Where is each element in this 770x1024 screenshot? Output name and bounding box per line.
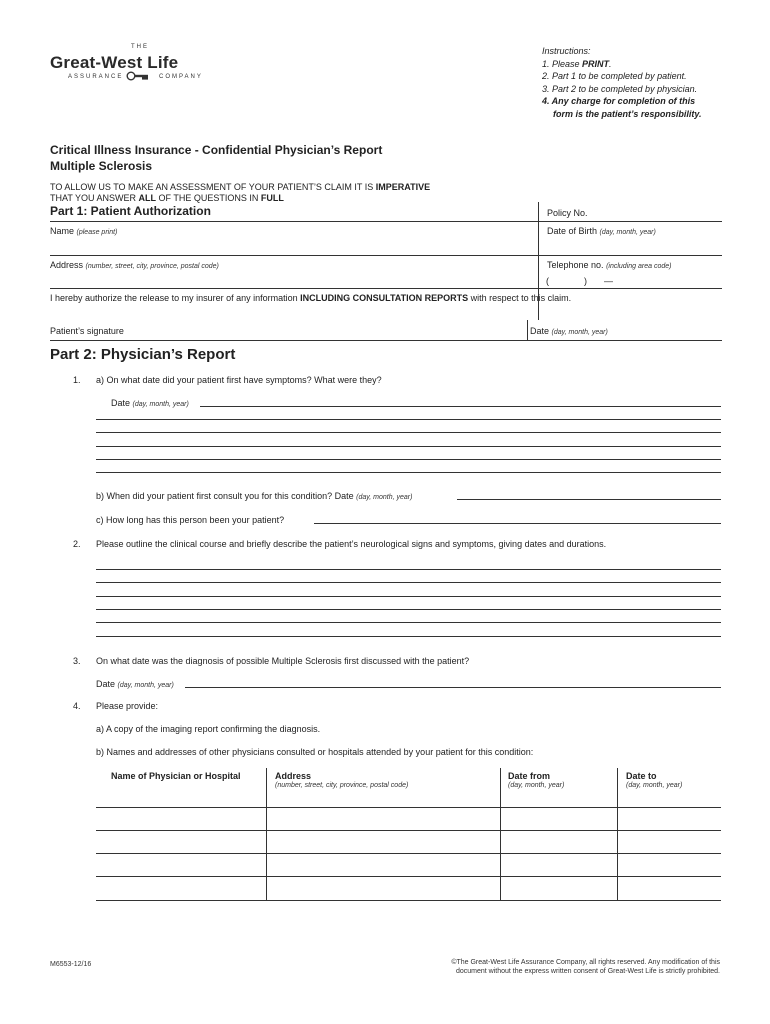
- policy-no-field[interactable]: [544, 204, 720, 220]
- part1-heading: Part 1: Patient Authorization: [50, 204, 211, 218]
- authorization-text: I hereby authorize the release to my insurer of any information INCLUDING CONSULTATION REPORTS with respect to this claim.: [50, 293, 572, 303]
- instruction-4: 4. Any charge for completion of this: [542, 96, 696, 106]
- question-2-answer-line[interactable]: [96, 636, 721, 637]
- signature-date-label: Date (day, month, year): [530, 326, 608, 336]
- name-label: Name (please print): [50, 226, 118, 236]
- table-row[interactable]: [96, 830, 721, 831]
- question-3-date-label: Date (day, month, year): [96, 679, 174, 689]
- rule: [50, 340, 722, 341]
- imperative-notice: TO ALLOW US TO MAKE AN ASSESSMENT OF YOUR PATIENT’S CLAIM IT IS IMPERATIVE THAT YOU ANSWER ALL OF THE QUESTIONS IN FULL: [50, 182, 431, 203]
- question-2-answer-line[interactable]: [96, 569, 721, 570]
- instruction-2: 2. Part 1 to be completed by patient.: [542, 71, 687, 81]
- question-1-number: 1.: [73, 375, 81, 385]
- address-label: Address (number, street, city, province, postal code): [50, 260, 219, 270]
- dob-label: Date of Birth (day, month, year): [547, 226, 656, 236]
- table-col-divider: [617, 768, 618, 900]
- logo-the: THE: [131, 44, 149, 50]
- part2-heading: Part 2: Physician’s Report: [50, 346, 236, 363]
- key-icon: [126, 71, 152, 83]
- address-field[interactable]: [50, 256, 536, 288]
- rule: [50, 288, 722, 289]
- table-header-address-hint: (number, street, city, province, postal code): [275, 782, 409, 789]
- instruction-4-cont: form is the patient’s responsibility.: [553, 108, 702, 119]
- table-row[interactable]: [96, 876, 721, 877]
- question-1a-date-label: Date (day, month, year): [111, 398, 189, 408]
- question-2: Please outline the clinical course and briefly describe the patient’s neurological signs and symptoms, giving dates and durations.: [96, 539, 607, 549]
- question-2-answer-line[interactable]: [96, 596, 721, 597]
- question-1c-answer-field[interactable]: [314, 523, 721, 524]
- table-header-address: Address: [275, 771, 312, 781]
- question-1a-answer-line[interactable]: [96, 472, 721, 473]
- table-row[interactable]: [96, 900, 721, 901]
- question-1a: a) On what date did your patient first have symptoms? What were they?: [96, 375, 382, 385]
- question-2-answer-line[interactable]: [96, 582, 721, 583]
- question-1a-answer-line[interactable]: [96, 432, 721, 433]
- instruction-3: 3. Part 2 to be completed by physician.: [542, 83, 698, 94]
- question-1a-answer-line[interactable]: [96, 459, 721, 460]
- phone-dash: —: [604, 276, 613, 286]
- phone-area-close: ): [584, 276, 587, 286]
- phone-field[interactable]: [544, 272, 720, 288]
- instructions-heading: Instructions:: [542, 46, 591, 56]
- question-1c: c) How long has this person been your patient?: [96, 515, 285, 525]
- question-3: On what date was the diagnosis of possible Multiple Sclerosis first discussed with the patient?: [96, 656, 470, 666]
- logo-name: Great-West Life: [50, 53, 179, 72]
- question-1a-date-field[interactable]: [200, 406, 721, 407]
- question-4b: b) Names and addresses of other physicians consulted or hospitals attended by your patient for this condition:: [96, 747, 534, 757]
- table-row[interactable]: [96, 807, 721, 808]
- table-header-date-from-hint: (day, month, year): [508, 782, 565, 789]
- question-1b-date-field[interactable]: [457, 499, 721, 500]
- instructions: [542, 45, 752, 120]
- phone-label: Telephone no. (including area code): [547, 260, 672, 270]
- name-field[interactable]: [50, 222, 536, 254]
- table-header-date-to: Date to: [626, 771, 657, 781]
- question-3-date-field[interactable]: [185, 687, 721, 688]
- form-title: [50, 143, 382, 174]
- question-1a-answer-line[interactable]: [96, 446, 721, 447]
- question-1b: b) When did your patient first consult you for this condition? Date (day, month, year): [96, 491, 413, 501]
- table-header-date-from: Date from: [508, 771, 551, 781]
- question-2-answer-line[interactable]: [96, 622, 721, 623]
- question-4-number: 4.: [73, 701, 81, 711]
- signature-divider: [527, 320, 528, 340]
- form-title-line2: Multiple Sclerosis: [50, 158, 153, 173]
- question-1a-answer-line[interactable]: [96, 419, 721, 420]
- signature-date-field[interactable]: [529, 318, 720, 340]
- logo-company: COMPANY: [159, 74, 203, 80]
- table-col-divider: [266, 768, 267, 900]
- policy-no-label: Policy No.: [547, 208, 588, 218]
- table-row[interactable]: [96, 853, 721, 854]
- table-header-date-to-hint: (day, month, year): [626, 782, 683, 789]
- form-title-line1: Critical Illness Insurance - Confidential Physician’s Report: [50, 143, 383, 157]
- question-4: Please provide:: [96, 701, 159, 711]
- copyright: ©The Great-West Life Assurance Company, all rights reserved. Any modification of this document without the express written consent of Great-West Life is strictly prohibited.: [451, 959, 720, 975]
- phone-area-open: (: [546, 276, 549, 286]
- logo-assurance: ASSURANCE: [68, 74, 124, 80]
- form-code: M6553-12/16: [50, 961, 92, 968]
- signature-field[interactable]: [50, 318, 526, 340]
- instruction-1: 1. Please PRINT.: [542, 58, 612, 69]
- table-col-divider: [500, 768, 501, 900]
- table-header-name: Name of Physician or Hospital: [111, 771, 241, 781]
- dob-field[interactable]: [544, 222, 720, 254]
- question-2-answer-line[interactable]: [96, 609, 721, 610]
- signature-label: Patient’s signature: [50, 326, 124, 336]
- question-2-number: 2.: [73, 539, 81, 549]
- question-3-number: 3.: [73, 656, 81, 666]
- question-4a: a) A copy of the imaging report confirming the diagnosis.: [96, 724, 321, 734]
